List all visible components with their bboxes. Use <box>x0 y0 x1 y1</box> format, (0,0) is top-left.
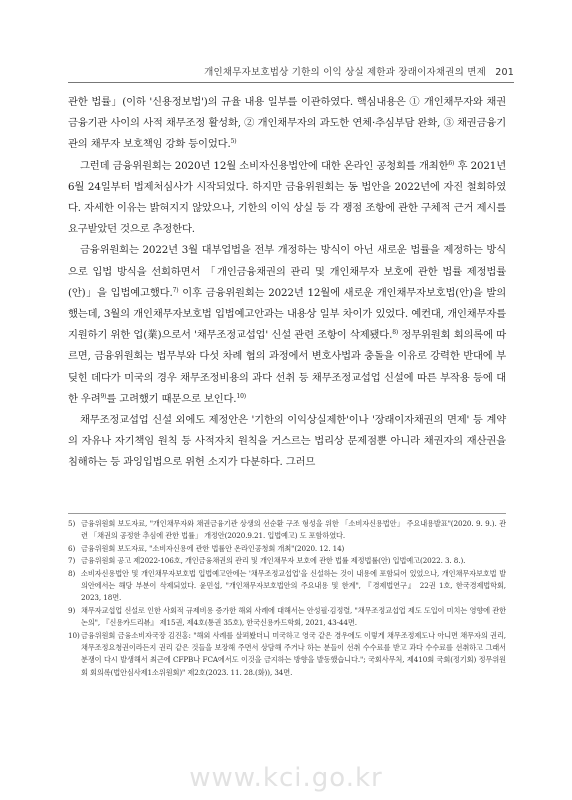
paragraph <box>68 92 506 156</box>
watermark: www.kci.go.kr <box>189 763 383 793</box>
footnote-rule <box>68 513 506 514</box>
footnote-text: 금융위원회 공고 제2022-106호, 개인금융채권의 관리 및 개인채무자 보호에 관한 법률 제정법률(안) 입법예고(2022. 3. 8.). <box>81 556 466 566</box>
footnote <box>68 605 506 630</box>
footnotes <box>68 518 506 679</box>
body-text <box>68 92 506 474</box>
footnote <box>68 630 506 680</box>
footnote-number: 8) <box>68 568 76 578</box>
footnote-text: 금융위원회 보도자료, "소비자신용에 관한 법률안 온라인공청회 개최"(2020. 12. 14) <box>81 543 345 553</box>
footnote-ref[interactable]: 8) <box>392 329 399 337</box>
footnote-number: 5) <box>68 519 76 528</box>
footnote-text: 금융위원회 보도자료, "개인채무자와 채권금융기관 상생의 선순환 구조 형성을 위한 「소비자신용법안」 주요내용발표"(2020. 9. 9.). 관련 「채권의 공정한 추심에 관한 법률」 개정안(2020.9.21. 입법예고) 도 포함하였다. <box>81 519 506 541</box>
paragraph-text: 관한 법률」(이하 '신용정보법')의 규율 내용 일부를 이관하였다. 핵심내용은 ① 개인채무자와 채권금융기관 사이의 사적 채무조정 활성화, ② 개인채무자의 과도한 연체·추심부담 완화, ③ 채권금융기관의 채무자 보호책임 강화 등이었다. <box>68 96 506 151</box>
footnote-text: 금융위원회 금융소비자국장 김진홍: "해외 사례를 살펴봤더니 미국하고 영국 같은 경우에도 이렇게 채무조정제도나 아니면 채무자의 권리, 채무조정요청권이라든지 권리 같은 것들을 보장해 주면서 상담해 주거나 하는 분들이 선취 수수료를 받고 과다 수수료를 선취하고 그래서 분쟁이 다시 발생해서 최근에 CFPB나 FCA에서도 이것을 금지하는 방향을 발동했습니다."; 국회사무처, 제410회 국회(정기회) 정무위원회 회의록(법안심사제1소위원회)" 제2호(2023. 11. 28.(화)), 34면. <box>81 630 506 677</box>
footnote <box>68 518 506 543</box>
paragraph-text: 그런데 금융위원회는 2020년 12월 소비자신용법안에 대한 온라인 공청회를 개최한 <box>80 159 449 172</box>
footnote-number: 9) <box>68 605 76 615</box>
paragraph-text: 후 2021년 6월 24일부터 법제처심사가 시작되었다. 하지만 금융위원회는 동 법안을 2022년에 자진 철회하였다. 자세한 이유는 밝혀지지 않았으나, 기한의 이익 상실 등 각 쟁점 조항에 관한 구체적 근거 제시를 요구받았던 것으로 추정한다. <box>68 159 506 236</box>
footnote-number: 6) <box>68 543 76 553</box>
running-header <box>58 64 514 78</box>
paragraph <box>68 156 506 241</box>
paragraph <box>68 410 506 474</box>
footnote <box>68 568 506 605</box>
footnote-ref[interactable]: 9) <box>100 392 107 400</box>
footnote-text: 소비자신용법안 및 개인채무자보호법 입법예고안에는 '채무조정교섭업'을 신설하는 것이 내용에 포함되어 있었으나, 개인채무자보호법 발의안에서는 해당 부분이 삭제되었다. 윤민섭, "개인채무자보호법안의 주요내용 및 한계", 『경제법연구』 22권 1호, 한국경제법학회, 2023, 18면. <box>81 568 506 603</box>
header-title: 개인채무자보호법상 기한의 이익 상실 제한과 장래이자채권의 면제 <box>204 67 487 78</box>
paragraph-text: 를 고려했기 때문으로 보인다. <box>106 392 237 405</box>
footnote-number: 10) <box>68 630 80 640</box>
paragraph-text: 채무조정교섭업 신설 외에도 제정안은 '기한의 이익상실제한'이나 '장래이자채권의 면제' 등 계약의 자유나 자기책임 원칙 등 사적자치 원칙을 거스르는 법리상 문제점뿐 아니라 채권자의 재산권을 침해하는 등 과잉입법으로 위헌 소지가 다분하다. 그러므 <box>68 414 506 469</box>
paragraph <box>68 240 506 410</box>
paragraph-text: 이후 금융위원회는 2022년 12월에 새로운 개인채무자보호법(안)을 발의했는데, 3월의 개인채무자보호법 입법예고안과는 내용상 일부 차이가 있었다. 예컨대, 개인채무자를 지원하기 위한 업(業)으로서 '채무조정교섭업' 신설 관련 조항이 삭제됐다. <box>68 286 506 342</box>
footnote-number: 7) <box>68 556 76 566</box>
footnote-ref[interactable]: 6) <box>448 159 455 167</box>
footnote-ref[interactable]: 10) <box>236 392 246 400</box>
page-number: 201 <box>495 67 514 78</box>
paragraph-text: 정무위원회 회의록에 따르면, 금융위원회는 법무부와 다섯 차례 협의 과정에서 변호사법과 충돌을 이유로 강력한 반대에 부딪힌 데다가 미국의 경우 채무조정비용의 과다 선취 등 채무조정교섭업 신설에 따른 부작용 등에 대한 우려 <box>68 329 506 405</box>
paragraph-text: 금융위원회는 2022년 3월 대부업법을 전부 개정하는 방식이 아닌 새로운 법률을 제정하는 방식으로 입법 방식을 선회하면서 「개인금융채권의 관리 및 개인채무자 보호에 관한 법률 제정법률(안)」을 입법예고했다. <box>68 244 506 299</box>
footnote-ref[interactable]: 7) <box>172 286 179 294</box>
footnote <box>68 555 506 567</box>
footnote-text: 채무자교섭업 신설로 인한 사회적 규제비용 증가한 해외 사례에 대해서는 안성필·김정렬, "채무조정교섭업 제도 도입이 미치는 영향에 관한 논의", 『신용카드리뷰』 제15권, 제4호(통권 35호), 한국신용카드학회, 2021, 43-44면. <box>81 605 506 628</box>
header-rule <box>68 82 514 83</box>
footnote-ref[interactable]: 5) <box>230 138 237 146</box>
footnote <box>68 543 506 555</box>
